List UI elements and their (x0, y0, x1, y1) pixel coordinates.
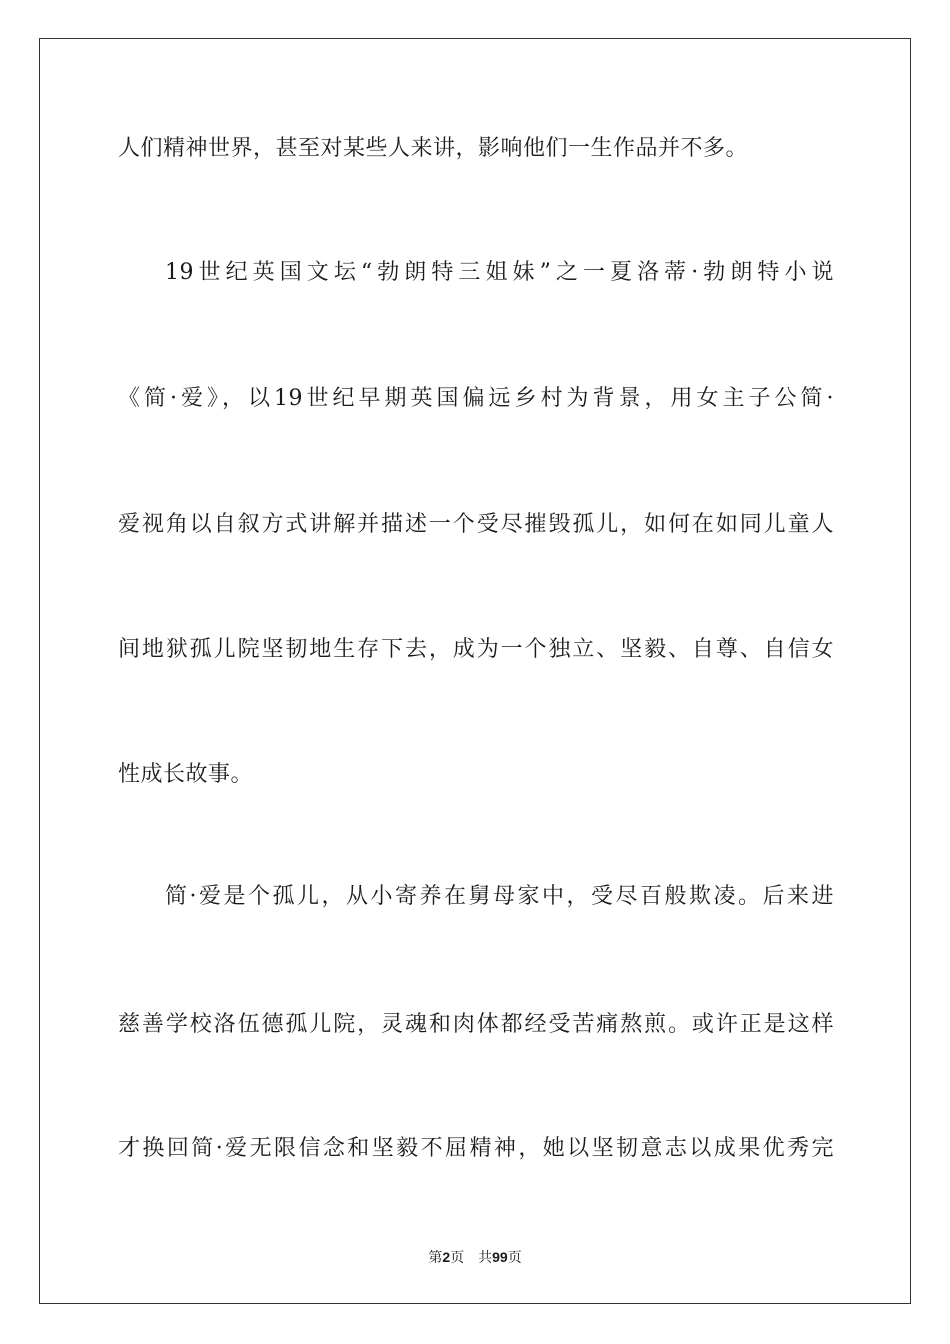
page-number: 2 (442, 1249, 451, 1265)
page-footer (0, 1248, 950, 1267)
paragraph-line-2: 19世纪英国文坛“勃朗特三姐妹”之一夏洛蒂·勃朗特小说 (165, 260, 834, 285)
paragraph-line-6: 性成长故事。 (118, 762, 254, 787)
paragraph-line-8: 慈善学校洛伍德孤儿院，灵魂和肉体都经受苦痛熬煎。或许正是这样 (118, 1012, 834, 1037)
paragraph-line-7: 简·爱是个孤儿，从小寄养在舅母家中，受尽百般欺凌。后来进 (165, 884, 834, 909)
paragraph-line-3: 《简·爱》，以19世纪早期英国偏远乡村为背景，用女主子公简· (118, 386, 834, 411)
total-suffix: 页 (507, 1250, 522, 1266)
page-prefix: 第 (428, 1250, 443, 1266)
paragraph-line-1: 人们精神世界，甚至对某些人来讲，影响他们一生作品并不多。 (118, 136, 749, 161)
paragraph-line-4: 爱视角以自叙方式讲解并描述一个受尽摧毁孤儿，如何在如同儿童人 (118, 512, 834, 537)
page-border (39, 38, 911, 1304)
total-prefix: 共 (478, 1250, 493, 1266)
total-pages: 99 (492, 1249, 508, 1265)
paragraph-line-9: 才换回简·爱无限信念和坚毅不屈精神，她以坚韧意志以成果优秀完 (118, 1136, 834, 1161)
page-suffix: 页 (450, 1250, 465, 1266)
paragraph-line-5: 间地狱孤儿院坚韧地生存下去，成为一个独立、坚毅、自尊、自信女 (118, 637, 834, 662)
